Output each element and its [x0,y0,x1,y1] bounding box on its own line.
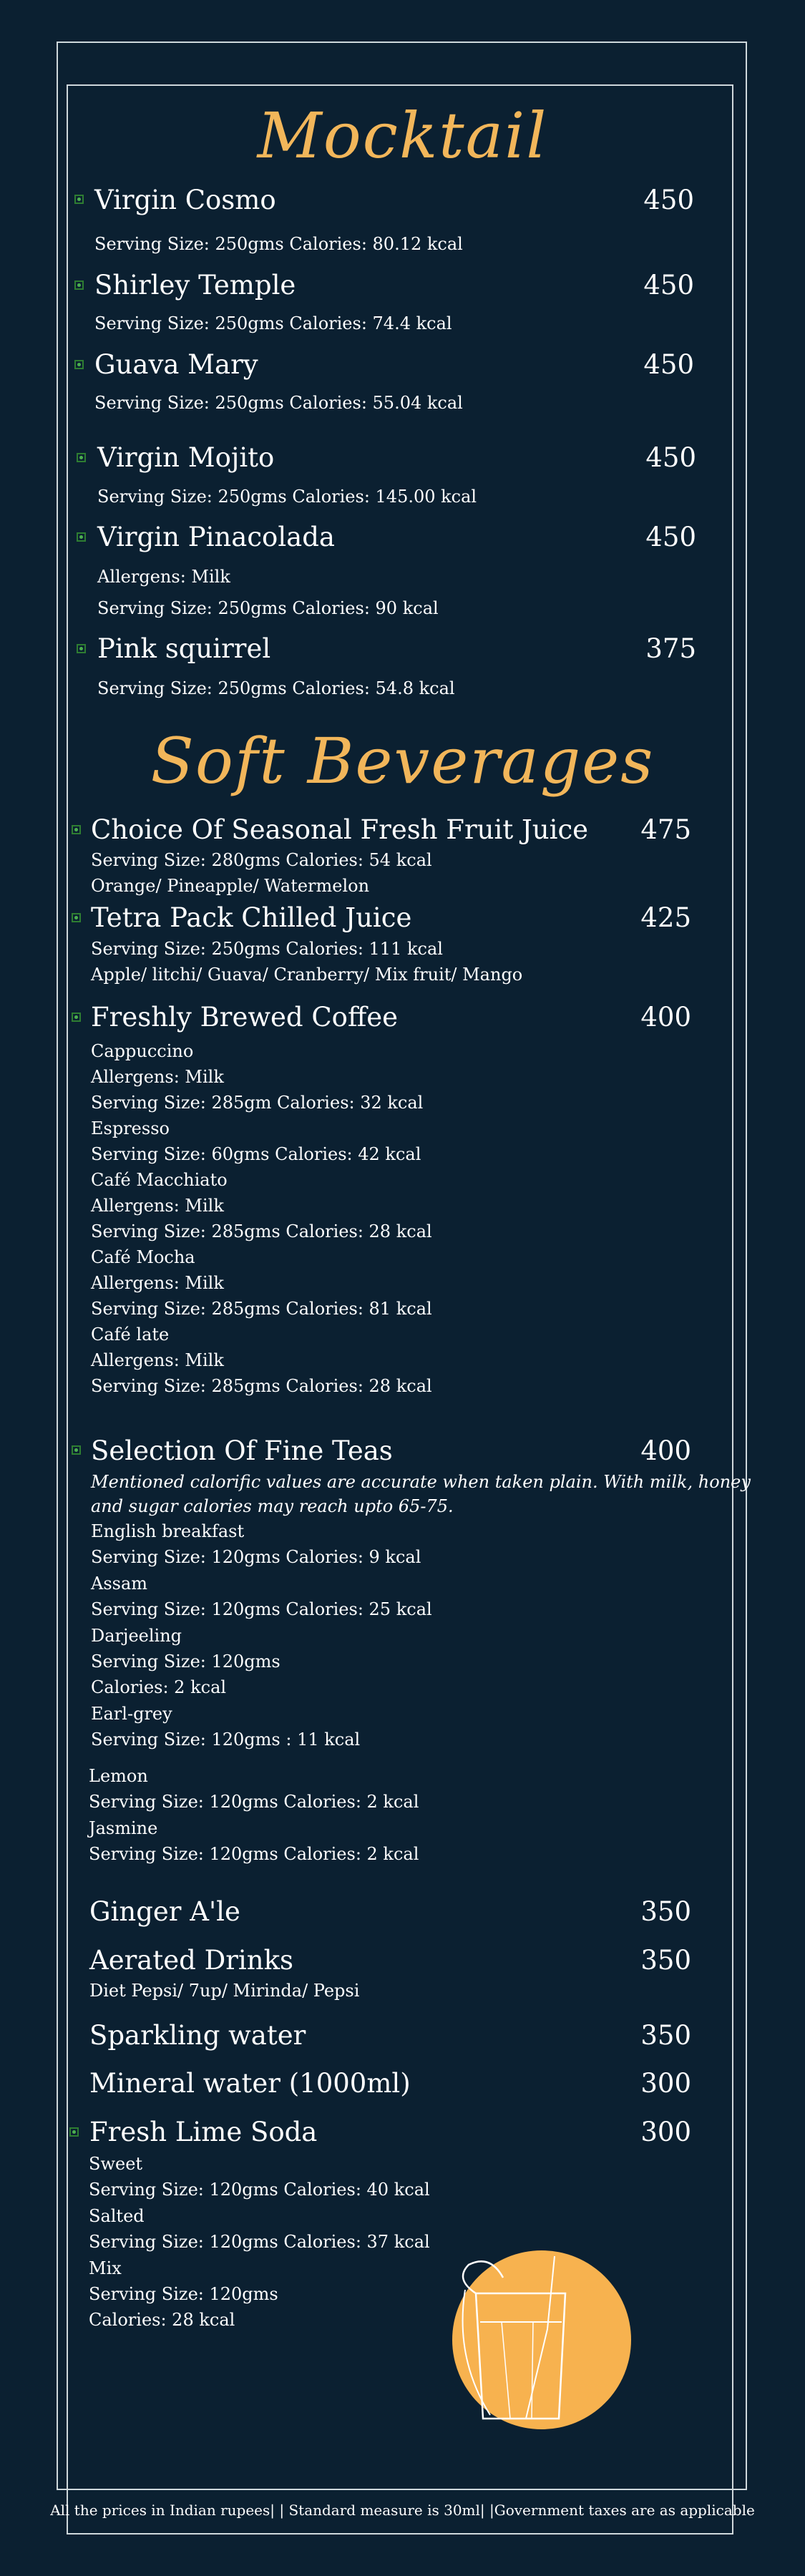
item-name: Guava Mary [94,349,258,380]
item-detail: Serving Size: 120gms Calories: 37 kcal [89,2232,430,2252]
item-name: Fresh Lime Soda [89,2117,318,2147]
item-price: 300 [640,2117,691,2147]
item-detail: Mix [89,2258,122,2278]
item-detail: Cappuccino [91,1041,194,1061]
item-detail: Serving Size: 285gm Calories: 32 kcal [91,1093,424,1113]
section-heading-soft-beverages: Soft Beverages [150,724,655,798]
item-name: Pink squirrel [97,633,271,664]
section-heading-mocktail: Mocktail [257,99,548,172]
item-detail: Serving Size: 120gms Calories: 25 kcal [91,1599,432,1619]
item-detail: Lemon [89,1766,148,1786]
item-price: 350 [640,1896,691,1927]
item-name: Choice Of Seasonal Fresh Fruit Juice [91,814,589,845]
item-price: 375 [645,633,696,664]
veg-mark-icon [69,2127,79,2137]
item-detail: Jasmine [89,1818,158,1838]
item-name: Ginger A'le [89,1896,240,1927]
item-name: Virgin Pinacolada [97,522,335,552]
veg-mark-icon [74,280,84,290]
item-price: 400 [640,1435,691,1466]
item-detail: Serving Size: 250gms Calories: 54.8 kcal [97,678,455,698]
item-detail: Salted [89,2206,145,2226]
item-detail: Serving Size: 250gms Calories: 80.12 kcal [94,234,463,254]
item-price: 450 [645,522,696,552]
item-detail: Espresso [91,1118,170,1138]
item-detail: Calories: 2 kcal [91,1677,227,1697]
item-name: Sparkling water [89,2020,306,2051]
veg-mark-icon [72,1445,81,1455]
item-price: 450 [643,270,694,301]
item-note: and sugar calories may reach upto 65-75. [91,1496,454,1516]
item-detail: Serving Size: 250gms Calories: 90 kcal [97,598,439,618]
item-detail: Earl-grey [91,1704,172,1724]
item-detail: Assam [91,1574,148,1594]
item-price: 450 [645,442,696,473]
veg-mark-icon [77,453,86,462]
item-price: 300 [640,2068,691,2099]
item-detail: Serving Size: 120gms : 11 kcal [91,1729,361,1750]
item-detail: Café late [91,1324,170,1345]
item-detail: Serving Size: 60gms Calories: 42 kcal [91,1144,421,1164]
item-detail: Serving Size: 250gms Calories: 145.00 kcal [97,487,477,507]
item-detail: Darjeeling [91,1626,182,1646]
item-detail: Serving Size: 285gms Calories: 28 kcal [91,1376,432,1396]
item-detail: Serving Size: 120gms Calories: 40 kcal [89,2180,430,2200]
item-name: Shirley Temple [94,270,296,301]
item-detail: English breakfast [91,1521,245,1541]
item-detail: Serving Size: 120gms Calories: 2 kcal [89,1844,419,1864]
item-price: 400 [640,1002,691,1033]
item-name: Mineral water (1000ml) [89,2068,411,2099]
item-name: Selection Of Fine Teas [91,1435,393,1466]
item-detail: Serving Size: 250gms Calories: 74.4 kcal [94,313,452,333]
item-name: Freshly Brewed Coffee [91,1002,399,1033]
item-detail: Apple/ litchi/ Guava/ Cranberry/ Mix fruit/ Mango [91,965,523,985]
item-detail: Calories: 28 kcal [89,2310,235,2330]
item-detail: Café Macchiato [91,1170,228,1190]
veg-mark-icon [77,644,86,653]
item-detail: Serving Size: 250gms Calories: 55.04 kcal [94,393,463,413]
item-detail: Serving Size: 285gms Calories: 81 kcal [91,1299,432,1319]
item-detail: Orange/ Pineapple/ Watermelon [91,876,370,896]
item-name: Virgin Cosmo [94,185,276,215]
item-detail: Allergens: Milk [91,1273,224,1293]
item-detail: Serving Size: 285gms Calories: 28 kcal [91,1221,432,1241]
veg-mark-icon [72,913,81,922]
item-note: Mentioned calorific values are accurate when taken plain. With milk, honey [91,1472,751,1492]
item-detail: Sweet [89,2154,143,2174]
item-price: 425 [640,902,691,933]
item-detail: Café Mocha [91,1247,195,1267]
item-price: 450 [643,349,694,380]
item-detail: Allergens: Milk [91,1196,224,1216]
item-detail: Allergens: Milk [91,1067,224,1087]
item-name: Aerated Drinks [89,1945,293,1976]
veg-mark-icon [74,360,84,369]
item-detail: Serving Size: 120gms [91,1652,280,1672]
item-detail: Serving Size: 120gms Calories: 2 kcal [89,1792,419,1812]
item-detail: Diet Pepsi/ 7up/ Mirinda/ Pepsi [89,1981,360,2001]
item-price: 450 [643,185,694,215]
veg-mark-icon [72,1013,81,1022]
item-price: 350 [640,2020,691,2051]
glass-drink-illustration [440,2250,640,2440]
item-detail: Allergens: Milk [91,1350,224,1370]
item-price: 350 [640,1945,691,1976]
veg-mark-icon [72,825,81,834]
veg-mark-icon [77,532,86,542]
item-detail: Allergens: Milk [97,567,230,587]
item-detail: Serving Size: 250gms Calories: 111 kcal [91,939,443,959]
item-name: Virgin Mojito [97,442,275,473]
veg-mark-icon [74,195,84,204]
item-price: 475 [640,814,691,845]
item-detail: Serving Size: 120gms Calories: 9 kcal [91,1547,421,1567]
item-detail: Serving Size: 280gms Calories: 54 kcal [91,850,432,870]
item-name: Tetra Pack Chilled Juice [91,902,412,933]
footer-note: All the prices in Indian rupees| | Standard measure is 30ml| |Government taxes are as applicable [50,2502,755,2519]
item-detail: Serving Size: 120gms [89,2284,278,2304]
